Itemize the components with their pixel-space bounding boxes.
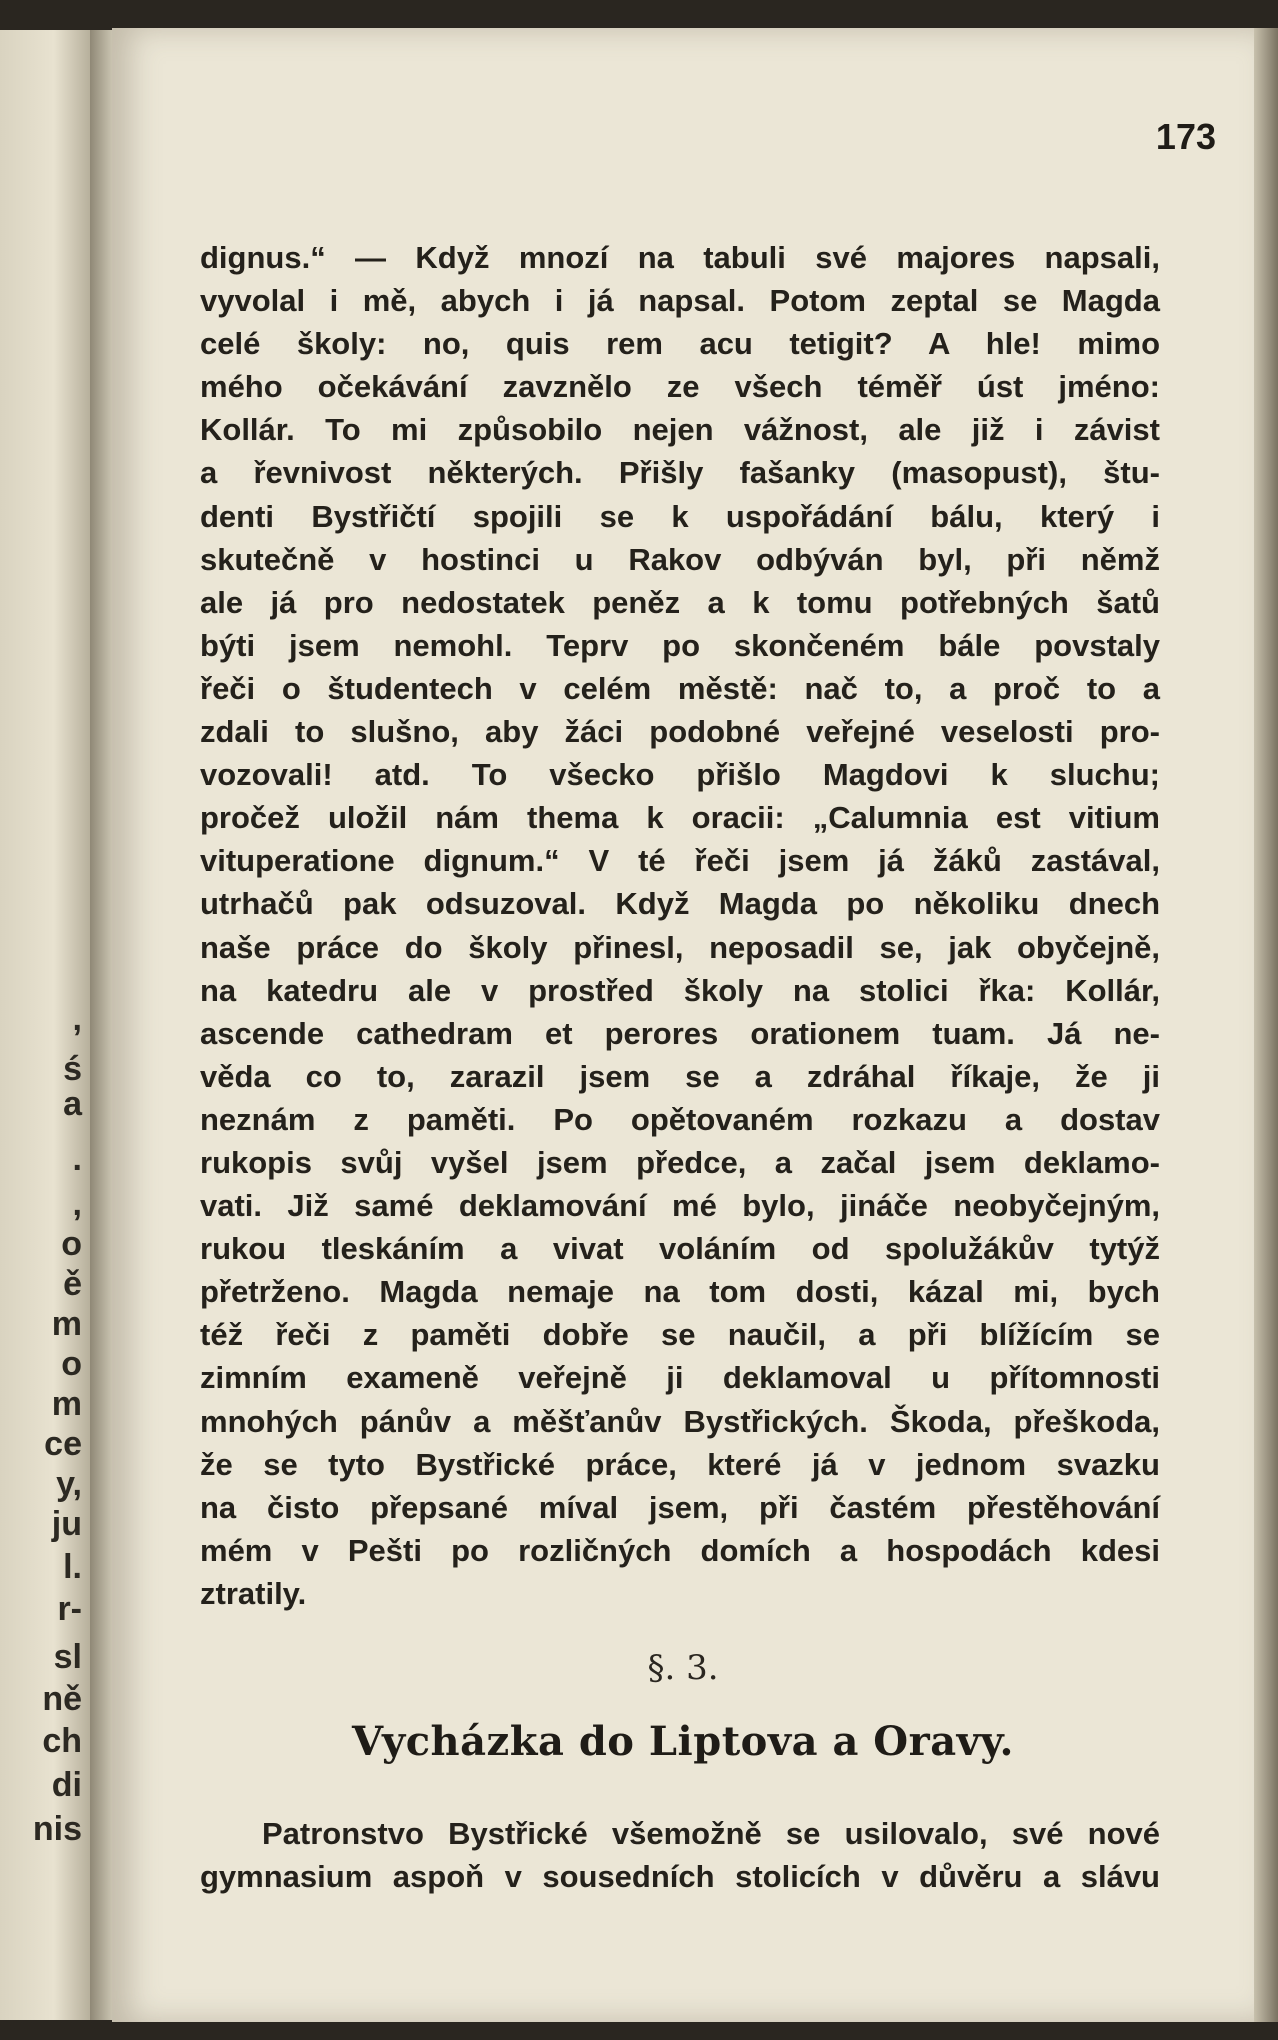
text-line: mnohých pánův a měšťanův Bystřických. Škoda, přeškoda, [200, 1403, 1160, 1439]
text-line: na čisto přepsané míval jsem, při častém přestěhování [200, 1489, 1160, 1525]
text-line: přetrženo. Magda nemaje na tom dosti, kázal mi, bych [200, 1274, 1160, 1310]
text-line: ascende cathedram et perores orationem tuam. Já ne- [200, 1015, 1160, 1051]
body-text [200, 236, 1160, 1615]
text-line: řeči o študentech v celém městě: nač to, a proč to a [200, 670, 1160, 706]
text-line: zimním exameně veřejně ji deklamoval u přítomnosti [200, 1360, 1160, 1396]
text-line: Patronstvo Bystřické všemožně se usilovalo, své nové [262, 1816, 1160, 1851]
left-page-fragment: nis [32, 1810, 82, 1848]
left-page-fragment: ju [51, 1505, 82, 1543]
left-page-fragment: ně [42, 1680, 82, 1718]
left-page-fragment: r- [57, 1590, 82, 1628]
left-page-fragment: . [72, 1140, 82, 1178]
left-page-fragment: , [72, 1000, 82, 1038]
text-line: vituperatione dignum.“ V té řeči jsem já žáků zastával, [200, 843, 1160, 879]
left-page-fragment: a [63, 1085, 82, 1123]
text-line: gymnasium aspoň v sousedních stolicích v důvěru a slávu [200, 1859, 1160, 1894]
right-page [112, 28, 1254, 2022]
left-page-fragment: ch [42, 1722, 82, 1760]
text-line: mém v Pešti po rozličných domích a hospodách kdesi [200, 1532, 1160, 1568]
left-page-fragment: ě [63, 1265, 82, 1303]
text-line: a řevnivost některých. Přišly fašanky (masopust), štu- [200, 455, 1160, 491]
text-line: zdali to slušno, aby žáci podobné veřejné veselosti pro- [200, 714, 1160, 750]
text-line: vozovali! atd. To všecko přišlo Magdovi k sluchu; [200, 757, 1160, 793]
text-line: vyvolal i mě, abych i já napsal. Potom zeptal se Magda [200, 283, 1160, 319]
left-page-fragment: o [61, 1345, 82, 1383]
text-line: neznám z paměti. Po opětovaném rozkazu a dostav [200, 1101, 1160, 1137]
left-page-fragment: di [51, 1766, 82, 1804]
section-number: §. 3. [647, 1648, 719, 1688]
text-line: utrhačů pak odsuzoval. Když Magda po několiku dnech [200, 886, 1160, 922]
text-line: věda co to, zarazil jsem se a zdráhal říkaje, že ji [200, 1058, 1160, 1094]
page-edge [1254, 28, 1278, 2022]
text-line: mého očekávání zavznělo ze všech téměř úst jméno: [200, 369, 1160, 405]
text-line: dignus.“ — Když mnozí na tabuli své majores napsali, [200, 240, 1160, 275]
left-page-fragment: ce [44, 1425, 82, 1463]
left-page-fragment: l. [63, 1548, 82, 1586]
left-page-fragment: m [51, 1385, 82, 1423]
text-line: ztratily. [200, 1575, 307, 1611]
text-line: celé školy: no, quis rem acu tetigit? A hle! mimo [200, 326, 1160, 362]
text-line: skutečně v hostinci u Rakov odbýván byl, při němž [200, 541, 1160, 577]
text-line: rukopis svůj vyšel jsem předce, a začal jsem deklamo- [200, 1144, 1160, 1180]
text-line: pročež uložil nám thema k oracii: „Calumnia est vitium [200, 800, 1160, 836]
chapter-title: Vycházka do Liptova a Oravy. [352, 1718, 1014, 1765]
text-line: býti jsem nemohl. Teprv po skončeném bále povstaly [200, 627, 1160, 663]
text-line: vati. Již samé deklamování mé bylo, jináče neobyčejným, [200, 1188, 1160, 1224]
left-page-fragment: ś [63, 1050, 82, 1088]
text-line: naše práce do školy přinesl, neposadil se, jak obyčejně, [200, 929, 1160, 965]
left-page-edge [0, 30, 90, 2020]
text-line: též řeči z paměti dobře se naučil, a při blížícím se [200, 1317, 1160, 1353]
left-page-fragment: o [61, 1225, 82, 1263]
text-line: že se tyto Bystřické práce, které já v jednom svazku [200, 1446, 1160, 1482]
text-line: Kollár. To mi způsobilo nejen vážnost, ale již i závist [200, 412, 1160, 448]
chapter-text [200, 1812, 1160, 1898]
text-line: ale já pro nedostatek peněz a k tomu potřebných šatů [200, 584, 1160, 620]
text-line: denti Bystřičtí spojili se k uspořádání bálu, který i [200, 498, 1160, 534]
left-page-fragment: sl [53, 1638, 82, 1676]
book-gutter [90, 30, 112, 2020]
left-page-fragment: m [51, 1305, 82, 1343]
left-page-fragment: y, [56, 1465, 82, 1503]
text-line: rukou tleskáním a vivat voláním od spolužákův tytýž [200, 1231, 1160, 1267]
text-line: na katedru ale v prostřed školy na stolici řka: Kollár, [200, 972, 1160, 1008]
page-number: 173 [1155, 116, 1216, 157]
left-page-fragment: , [72, 1185, 82, 1223]
